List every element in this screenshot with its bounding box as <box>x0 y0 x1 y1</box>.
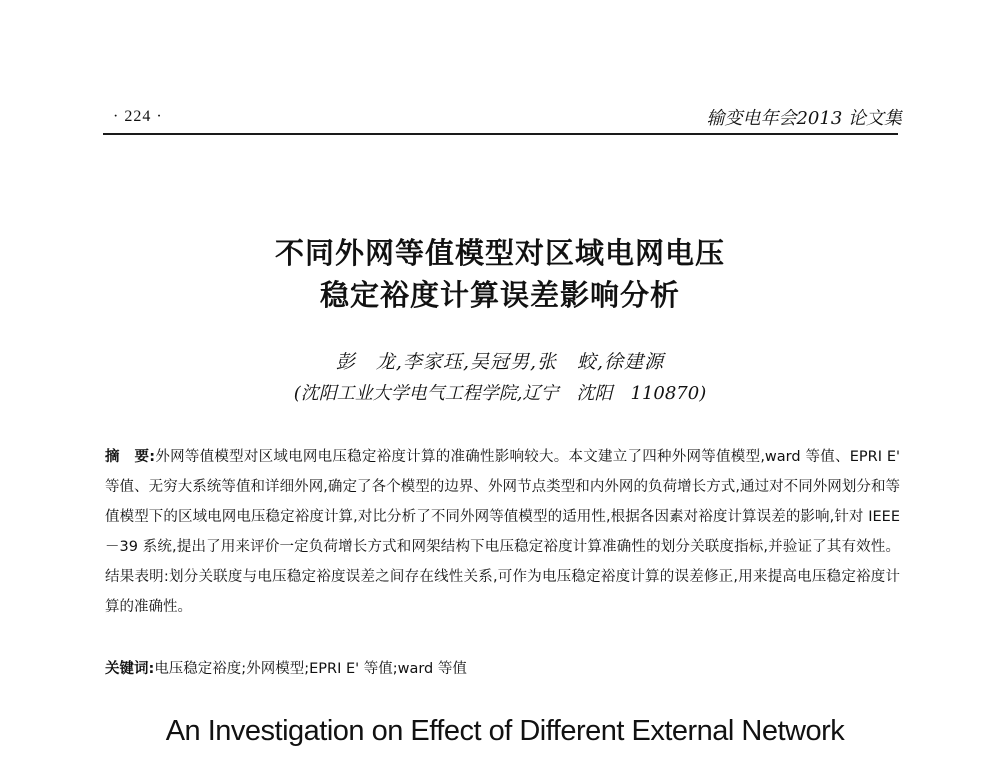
keywords <box>105 657 900 678</box>
page-number: · 224 · <box>113 108 163 125</box>
english-title: An Investigation on Effect of Different External Network <box>165 715 845 747</box>
keywords-label: 关键词: <box>105 661 155 677</box>
header-divider <box>103 133 898 135</box>
proceedings-title: 输变电年会2013 论文集 <box>706 108 902 129</box>
author-list: 彭 龙,李家珏,吴冠男,张 蛟,徐建源 <box>335 351 665 373</box>
abstract-label: 摘 要: <box>105 449 156 465</box>
affiliation: (沈阳工业大学电气工程学院,辽宁 沈阳 110870) <box>293 383 707 404</box>
paper-title-line-1: 不同外网等值模型对区域电网电压 <box>274 236 725 270</box>
keywords-text: 电压稳定裕度;外网模型;EPRI E' 等值;ward 等值 <box>154 661 467 677</box>
abstract <box>105 442 900 622</box>
abstract-text: 外网等值模型对区域电网电压稳定裕度计算的准确性影响较大。本文建立了四种外网等值模型,ward 等值、EPRI E' 等值、无穷大系统等值和详细外网,确定了各个模型的边界、外网节点类型和内外网的负荷增长方式,通过对不同外网划分和等值模型下的区域电网电压稳定裕度计算,对比分析了不同外网等值模型的适用性,根据各因素对裕度计算误差的影响,针对 IEEE－39 系统,提出了用来评价一定负荷增长方式和网架结构下电压稳定裕度计算准确性的划分关联度指标,并验证了其有效性。结果表明:划分关联度与电压稳定裕度误差之间存在线性关系,可作为电压稳定裕度计算的误差修正,用来提高电压稳定裕度计算的准确性。 <box>105 449 900 615</box>
paper-title-line-2: 稳定裕度计算误差影响分析 <box>319 278 680 312</box>
